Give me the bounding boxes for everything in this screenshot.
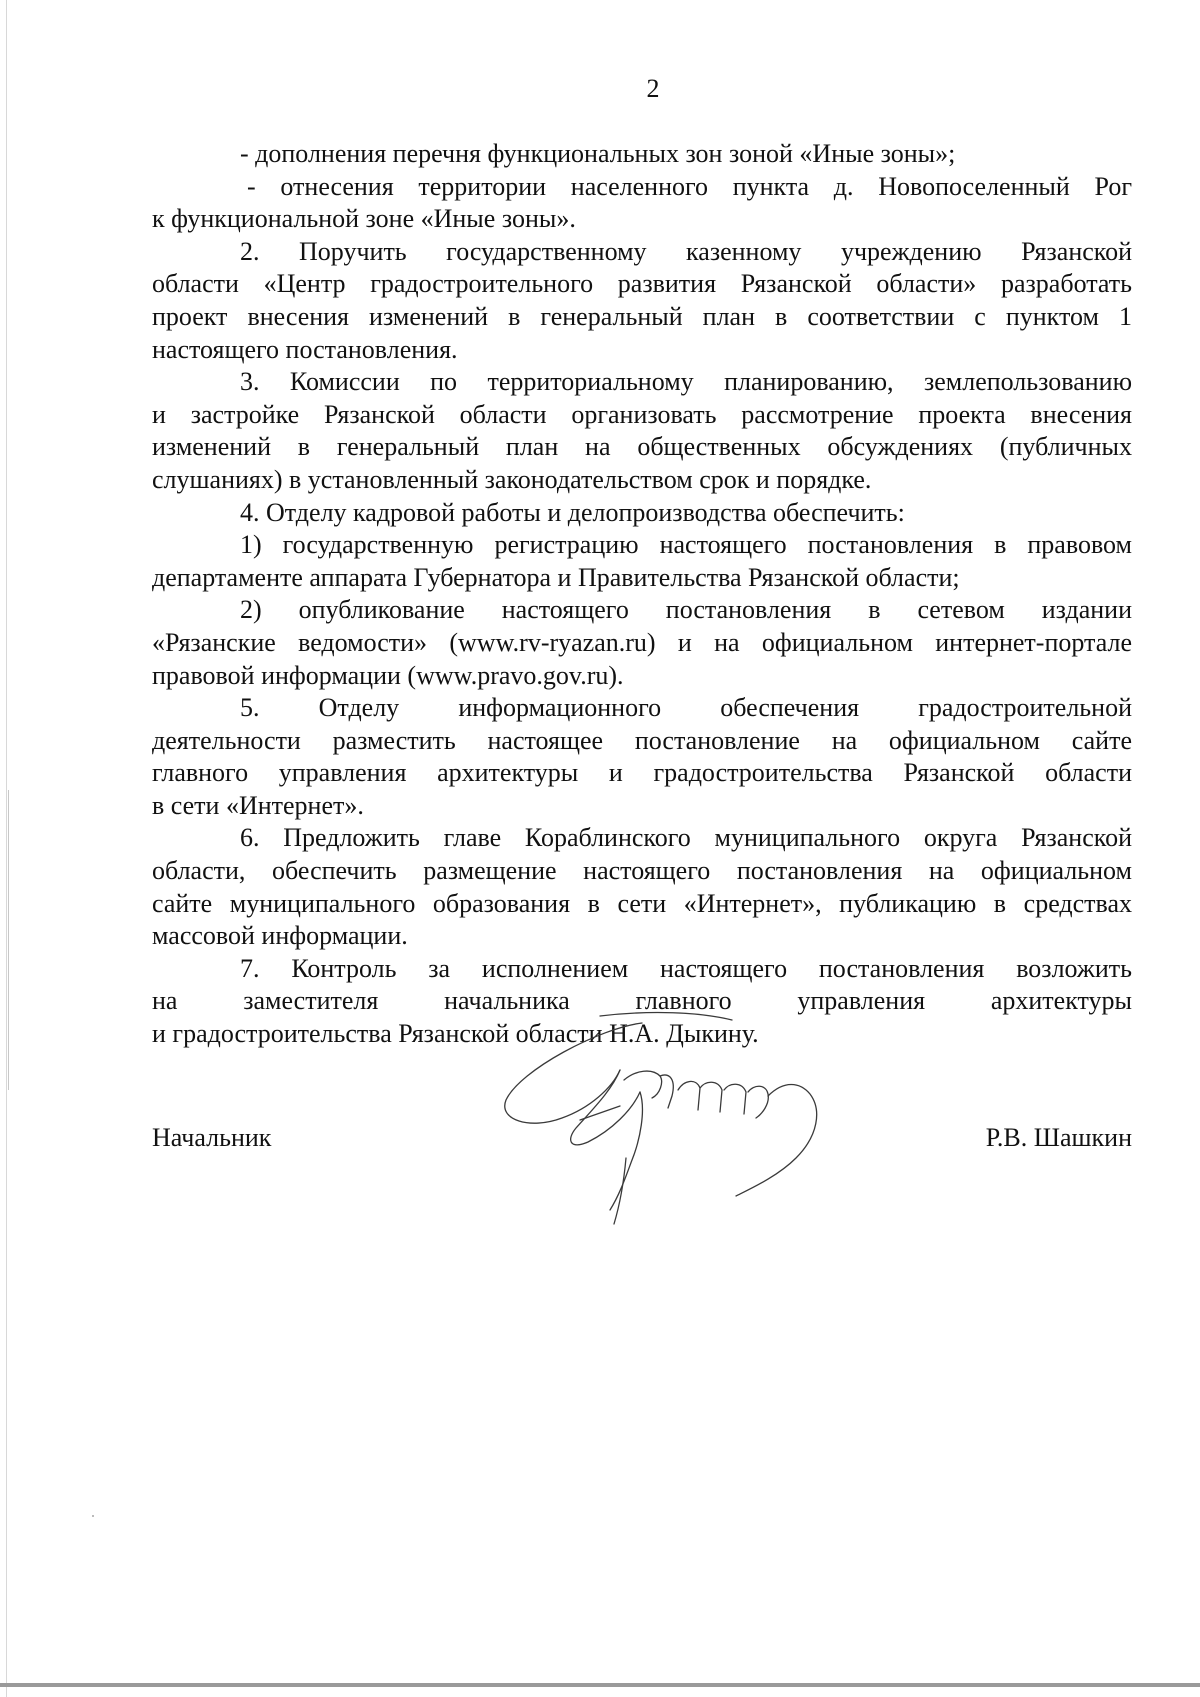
- page-number: 2: [646, 74, 660, 103]
- signatory-name: Р.В. Шашкин: [985, 1123, 1132, 1152]
- text-line: и градостроительства Рязанской области Н.А. Дыкину.: [152, 1019, 759, 1049]
- text-line: области, обеспечить размещение настоящего постановления на официальном: [152, 856, 1132, 886]
- text-line: - отнесения территории населенного пункта д. Новопоселенный Рог: [247, 171, 1132, 201]
- text-line: 2. Поручить государственному казенному учреждению Рязанской: [240, 236, 1132, 266]
- document-body: [152, 138, 1132, 1051]
- text-line: на заместителя начальника главного управления архитектуры: [152, 986, 1132, 1016]
- text-line: 2) опубликование настоящего постановления в сетевом издании: [240, 595, 1132, 625]
- text-line: сайте муниципального образования в сети «Интернет», публикацию в средствах: [152, 888, 1132, 918]
- scan-bottom-edge: [0, 1683, 1200, 1687]
- text-line: изменений в генеральный план на общественных обсуждениях (публичных: [152, 432, 1132, 462]
- text-line: к функциональной зоне «Иные зоны».: [152, 204, 576, 234]
- scan-speck: [92, 1515, 94, 1517]
- text-line: 7. Контроль за исполнением настоящего постановления возложить: [240, 953, 1132, 983]
- handwritten-signature: [500, 1010, 900, 1230]
- text-line: 1) государственную регистрацию настоящего постановления в правовом: [240, 530, 1132, 560]
- text-line: деятельности разместить настоящее постановление на официальном сайте: [152, 725, 1132, 755]
- scan-edge-line: [6, 0, 7, 1697]
- text-line: - дополнения перечня функциональных зон зоной «Иные зоны»;: [240, 139, 956, 168]
- text-line: «Рязанские ведомости» (www.rv-ryazan.ru) и на официальном интернет-портале: [152, 627, 1132, 657]
- text-line: области «Центр градостроительного развития Рязанской области» разработать: [152, 269, 1132, 299]
- signature-block: [152, 1122, 1132, 1156]
- text-line: и застройке Рязанской области организовать рассмотрение проекта внесения: [152, 399, 1132, 429]
- text-line: главного управления архитектуры и градостроительства Рязанской области: [152, 758, 1132, 788]
- text-line: департаменте аппарата Губернатора и Правительства Рязанской области;: [152, 562, 960, 592]
- text-line: в сети «Интернет».: [152, 790, 364, 820]
- text-line: 6. Предложить главе Кораблинского муниципального округа Рязанской: [240, 823, 1132, 853]
- text-line: слушаниях) в установленный законодательством срок и порядке.: [152, 464, 872, 494]
- signatory-title: Начальник: [152, 1123, 272, 1152]
- text-line: 3. Комиссии по территориальному планированию, землепользованию: [240, 367, 1132, 397]
- text-line: массовой информации.: [152, 921, 408, 951]
- text-line: правовой информации (www.pravo.gov.ru).: [152, 660, 624, 690]
- scan-edge-line-lower: [8, 790, 9, 1090]
- text-line: проект внесения изменений в генеральный план в соответствии с пунктом 1: [152, 301, 1132, 331]
- text-line: настоящего постановления.: [152, 334, 458, 364]
- text-line: 5. Отделу информационного обеспечения градостроительной: [240, 693, 1132, 723]
- text-line: 4. Отделу кадровой работы и делопроизводства обеспечить:: [240, 497, 905, 527]
